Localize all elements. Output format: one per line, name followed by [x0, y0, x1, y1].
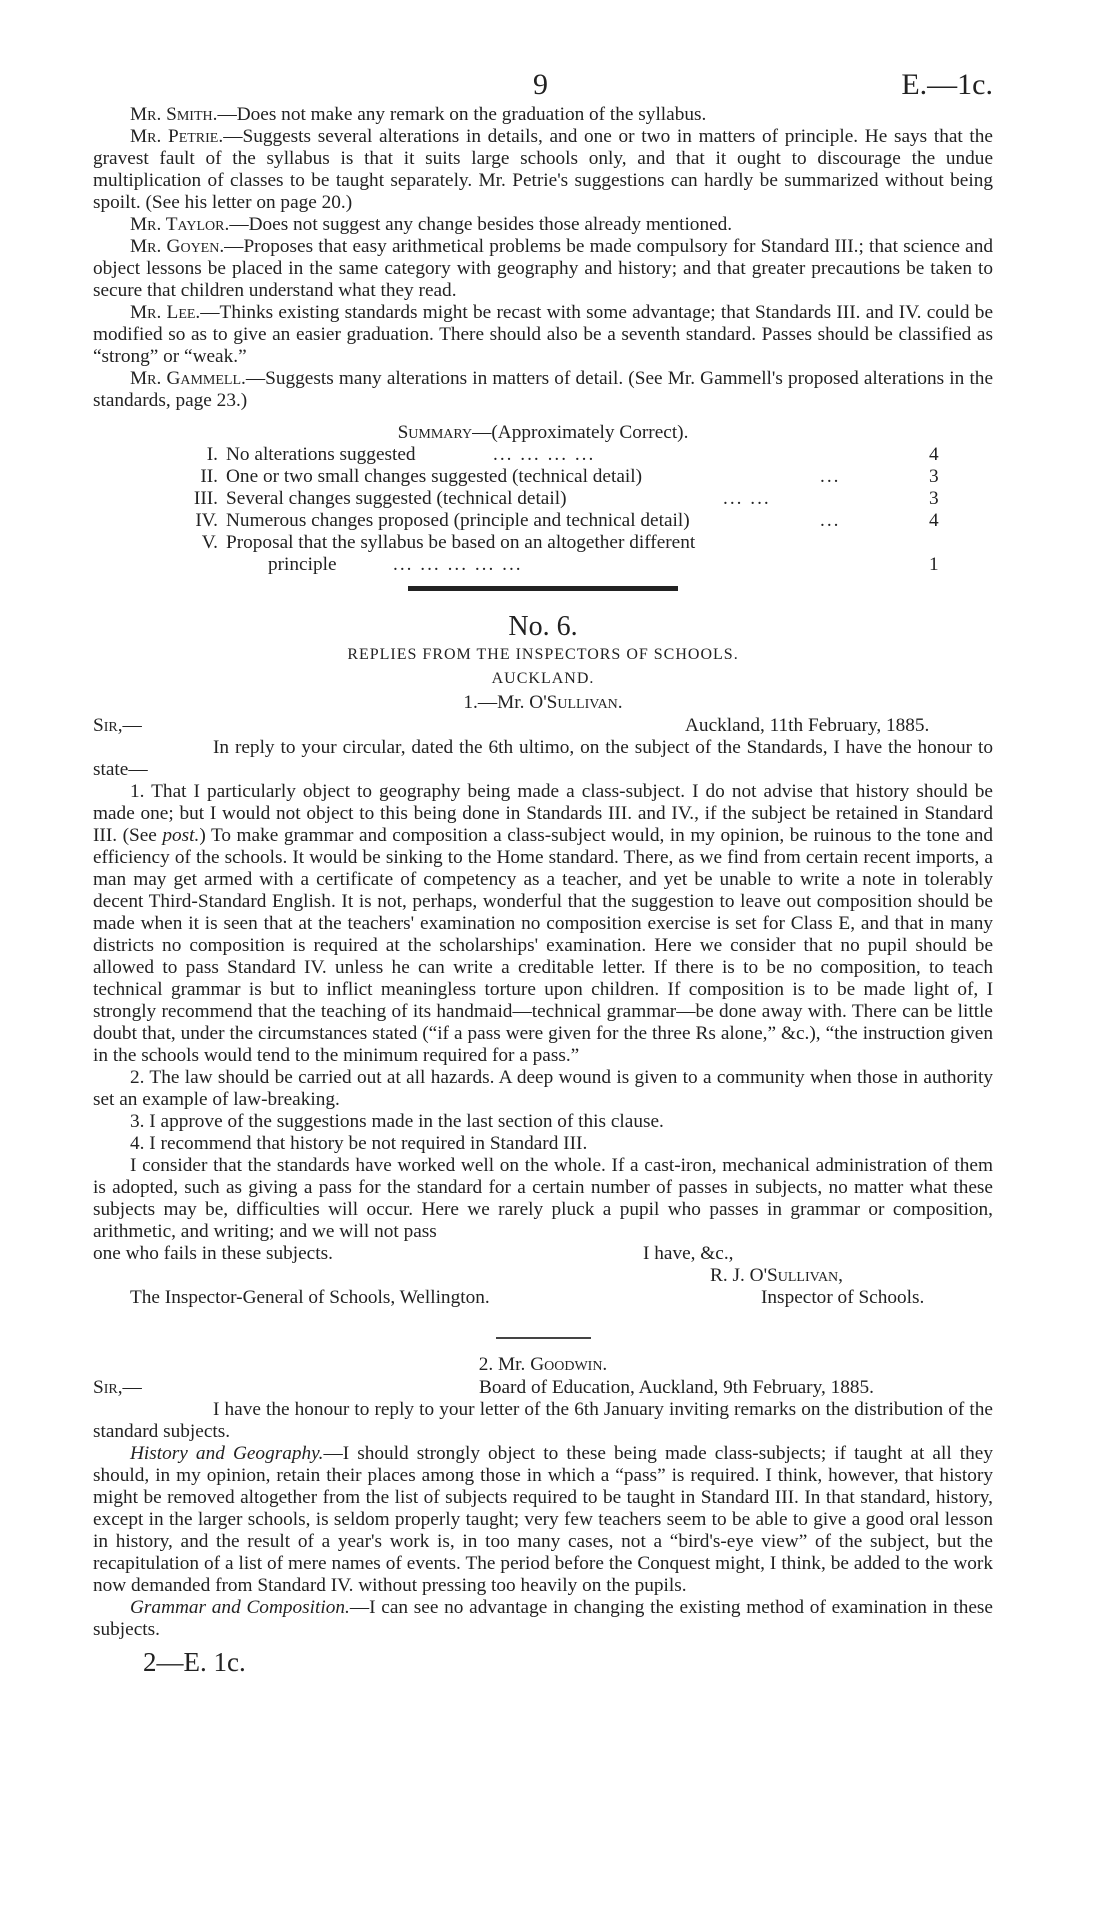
summary-row-leader: ... ... [723, 488, 771, 509]
summary-row-value: 1 [929, 554, 939, 575]
document-page [93, 60, 993, 1678]
signature: R. J. O'Sullivan, [710, 1265, 843, 1286]
paragraph-text: —I can see no advantage in changing the existing method of examination in these subjects. [93, 1597, 993, 1640]
addressee: The Inspector-General of Schools, Wellington. [130, 1287, 490, 1308]
section-title: REPLIES FROM THE INSPECTORS OF SCHOOLS. [347, 646, 739, 663]
speaker-name: Mr. Taylor. [130, 214, 230, 235]
letter1-paragraph [93, 781, 993, 1067]
paragraph-text: ) To make grammar and composition a class-subject would, in my opinion, be ruinous to the tone and efficiency of the schools. It would be sinking to the Home standard. There, as we find from certain recent imports, a man may get armed with a certificate of competency as a teacher, and yet be unable to write a note in tolerably decent Third-Standard English. It is not, perhaps, wonderful that the suggestion to leave out composition should be made when it is seen that at the teachers' examination no composition exercise is set for Class E, and that in many districts no composition is required at the scholarships' examination. Here we consider that no pupil should be allowed to pass Standard IV. unless he can write a creditable letter. If there is to be no composition, to teach technical grammar is but to inflict meaningless torture upon children. If composition is to be made light of, I strongly recommend that the teaching of its handmaid—technical grammar—be done away with. There can be little doubt that, under the circumstances stated (“if a pass were given for the three Rs alone,” &c.), “the instruction given in the schools would tend to the minimum required for a pass.” [93, 825, 993, 1066]
summary-row-text: No alterations suggested [226, 444, 416, 465]
summary-row-value: 4 [929, 444, 939, 465]
paragraph-text: 1. That I particularly object to geography being made a class-subject. I do not advise that history should be made one; but I would not object to this being done in Standards III. and IV., if the subject be retained in Standard III. (See [93, 781, 993, 846]
summary-row [93, 444, 993, 466]
section-number: No. 6. [508, 611, 578, 642]
paragraph-text: —Suggests many alterations in matters of detail. (See Mr. Gammell's proposed alterations in the standards, page 23.) [93, 368, 994, 411]
summary-row-number: I. [206, 444, 218, 465]
letter1-paragraph: In reply to your circular, dated the 6th ultimo, on the subject of the Standards, I have the honour to state— [93, 737, 993, 780]
letter1-addressee-row [93, 1287, 993, 1309]
page-number: 9 [533, 68, 548, 101]
summary-row-text: One or two small changes suggested (technical detail) [226, 466, 643, 487]
summary-row [93, 466, 993, 488]
letter1-paragraph: I consider that the standards have worked well on the whole. If a cast-iron, mechanical administration of them is adopted, such as giving a pass for the standard for a certain number of passes in subjects, no matter what these subjects may be, difficulties will occur. Here we rarely pluck a pupil who passes in grammar or composition, arithmetic, and writing; and we will not pass [93, 1155, 993, 1242]
paragraph-text: —Proposes that easy arithmetical problems be made compulsory for Standard III.; that science and object lessons be placed in the same category with geography and history; and that greater precautions be taken to secure that children understand what they read. [93, 236, 993, 301]
document-code: E.—1c. [901, 68, 993, 101]
speaker-name: Mr. Lee. [130, 302, 201, 323]
italic-text: post. [162, 825, 200, 846]
summary-row [93, 554, 993, 576]
goyen-paragraph [93, 236, 993, 302]
paragraph-text: —Does not suggest any change besides those already mentioned. [229, 214, 733, 235]
paragraph-text: —Suggests several alterations in details, and one or two in matters of principle. He says that the gravest fault of the syllabus is that it suits large schools only, and that it ought to discourage the undue multiplication of classes to be taught separately. Mr. Petrie's suggestions can hardly be summarized without being spoilt. (See his letter on page 20.) [93, 126, 993, 213]
letter2-heading-prefix: 2. Mr. [478, 1354, 531, 1375]
gammell-paragraph [93, 368, 993, 412]
paragraph-text: —Thinks existing standards might be recast with some advantage; that Standards III. and IV. could be modified so as to give an easier graduation. There should also be a seventh standard. Passes should be classified as “strong” or “weak.” [93, 302, 994, 367]
summary-title-rest: —(Approximately Correct). [472, 422, 689, 443]
letter1-closing-row [93, 1243, 993, 1265]
place-date: Board of Education, Auckland, 9th February, 1885. [479, 1377, 875, 1398]
taylor-paragraph [93, 214, 993, 236]
letter2-paragraph [93, 1597, 993, 1641]
letter1-paragraph: 3. I approve of the suggestions made in the last section of this clause. [130, 1111, 664, 1132]
closing: I have, &c., [643, 1243, 734, 1264]
speaker-name: Mr. Gammell. [130, 368, 246, 389]
summary-title [93, 422, 993, 444]
summary-row-text: principle [268, 554, 337, 575]
summary-row-text: Numerous changes proposed (principle and technical detail) [226, 510, 690, 531]
page-header [93, 60, 993, 104]
place-date: Auckland, 11th February, 1885. [685, 715, 930, 736]
region-title: AUCKLAND. [491, 670, 595, 687]
summary-row-leader: ... ... ... ... [493, 444, 596, 465]
summary-row-number: V. [201, 532, 218, 553]
italic-text: History and Geography. [130, 1443, 324, 1464]
summary-row [93, 532, 993, 554]
summary-row-number: IV. [195, 510, 218, 531]
summary-row-text: Several changes suggested (technical detail) [226, 488, 567, 509]
letter1-paragraph: 4. I recommend that history be not required in Standard III. [130, 1133, 588, 1154]
letter1-heading-prefix: 1.—Mr. [463, 692, 530, 713]
letter2-heading-name: Goodwin. [530, 1354, 608, 1375]
letter1-salutation-row [93, 715, 993, 737]
summary-row-value: 3 [929, 488, 939, 509]
letter1-paragraph: 2. The law should be carried out at all hazards. A deep wound is given to a community when those in authority set an example of law-breaking. [93, 1067, 993, 1110]
letter2-salutation-row [93, 1377, 993, 1399]
signatory-title: Inspector of Schools. [761, 1287, 925, 1308]
letter1-signature-row [93, 1265, 993, 1287]
speaker-name: Mr. Petrie. [130, 126, 224, 147]
petrie-paragraph [93, 126, 993, 214]
lee-paragraph [93, 302, 993, 368]
speaker-name: Mr. Smith. [130, 104, 218, 125]
letter2-heading [93, 1353, 993, 1377]
paragraph-text: —I should strongly object to these being made class-subjects; if taught at all they should, in my opinion, retain their places among those in which a “pass” is required. I think, however, that history might be removed altogether from the list of subjects required to be taught in Standard III. In that standard, history, except in the larger schools, is seldom properly taught; very few teachers seem to be able to give a good oral lesson in history, and the result of a year's work is, in too many cases, not a “bird's-eye view” of the subject, but the recapitulation of a list of mere names of events. The period before the Conquest might, I think, be added to the work now demanded from Standard IV. without pressing too heavily on the pupils. [93, 1443, 993, 1596]
letter1-heading [93, 691, 993, 715]
summary-row-text: Proposal that the syllabus be based on an altogether different [226, 532, 696, 553]
salutation: Sir,— [93, 1377, 142, 1398]
summary-table [93, 444, 993, 576]
summary-row-leader: ... ... ... ... ... [393, 554, 523, 575]
speaker-name: Mr. Goyen. [130, 236, 225, 257]
summary-row [93, 488, 993, 510]
summary-title-caps: Summary [397, 422, 473, 443]
letter1-heading-name: O'Sullivan. [529, 692, 623, 713]
paragraph-last-line: one who fails in these subjects. [93, 1243, 333, 1264]
salutation: Sir,— [93, 715, 142, 736]
summary-row-number: III. [193, 488, 218, 509]
section-divider [408, 586, 678, 591]
letter2-paragraph [93, 1443, 993, 1597]
letter2-paragraph: I have the honour to reply to your letter of the 6th January inviting remarks on the distribution of the standard subjects. [93, 1399, 993, 1442]
summary-row-leader: ... [820, 510, 841, 531]
summary-row-value: 4 [929, 510, 939, 531]
paragraph-text: —Does not make any remark on the graduation of the syllabus. [217, 104, 707, 125]
summary-row-value: 3 [929, 466, 939, 487]
summary-row-number: II. [200, 466, 218, 487]
summary-row-leader: ... [820, 466, 841, 487]
italic-text: Grammar and Composition. [130, 1597, 350, 1618]
signature-mark: 2—E. 1c. [143, 1647, 246, 1677]
smith-paragraph [93, 104, 993, 126]
summary-row [93, 510, 993, 532]
